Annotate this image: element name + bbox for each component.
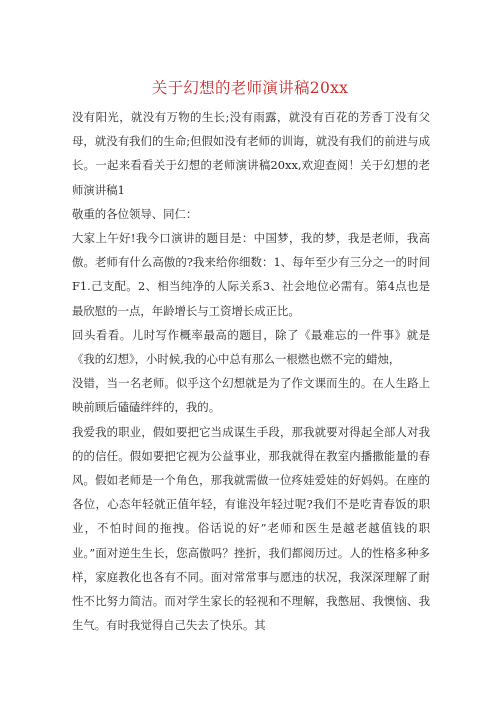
paragraph: 敬重的各位领导、同仁： [72,206,198,221]
document-body [72,105,430,637]
paragraph: 我爱我的职业，假如要把它当成谋生手段，那我就要对得起全部人对我的的信任。假如要把它视为公益事业，那我就得在教室内播撒能量的春风。假如老师是一个角色，那我就需做一位疼娃爱娃的好妈妈。在座的各位，心态年轻就正值年轻，有谁没年轻过呢?我们不是吃青春饭的职业，不怕时间的拖拽。俗话说的好”老师和医生是越老越值钱的职业。”面对逆生生长，您高傲吗？挫折，我们都阅历过。人的性格多种多样，家庭教化也各有不同。面对常常事与愿违的状况，我深深理解了耐性不比努力简洁。而对学生家长的轻视和不理解，我憋屈、我懊恼、我生气。有时我觉得自己失去了快乐。其 [72,424,430,633]
paragraph: 没错，当一名老师。似乎这个幻想就是为了作文课而生的。在人生路上映前顾后磕磕绊绊的，我的。 [72,376,430,415]
paragraph: 回头看看。儿时写作概率最高的题目，除了《最难忘的一件事》就是《我的幻想》，小时候,我的心中总有那么一根燃也燃不完的蜡烛， [72,327,430,367]
paragraph: 大家上午好!我今口演讲的题目是：中国梦，我的梦，我是老师，我高傲。老师有什么高傲的?我来给你细数：1、每年至少有三分之一的时间F1.己支配。2、相当纯净的人际关系3、社会地位必需有。第4点也是最欣慰的一点，年龄增长与工资增长成正比。 [72,231,430,318]
paragraph: 没有阳光，就没有万物的生长;没有雨露，就没有百花的芳香丁没有父母，就没有我们的生命;但假如没有老师的训诲，就没有我们的前进与成长。一起来看看关于幻想的老师演讲稿20xx,欢迎查阅！关于幻想的老师演讲稿1 [72,110,430,197]
document-title: 关于幻想的老师演讲稿20xx [151,79,349,97]
